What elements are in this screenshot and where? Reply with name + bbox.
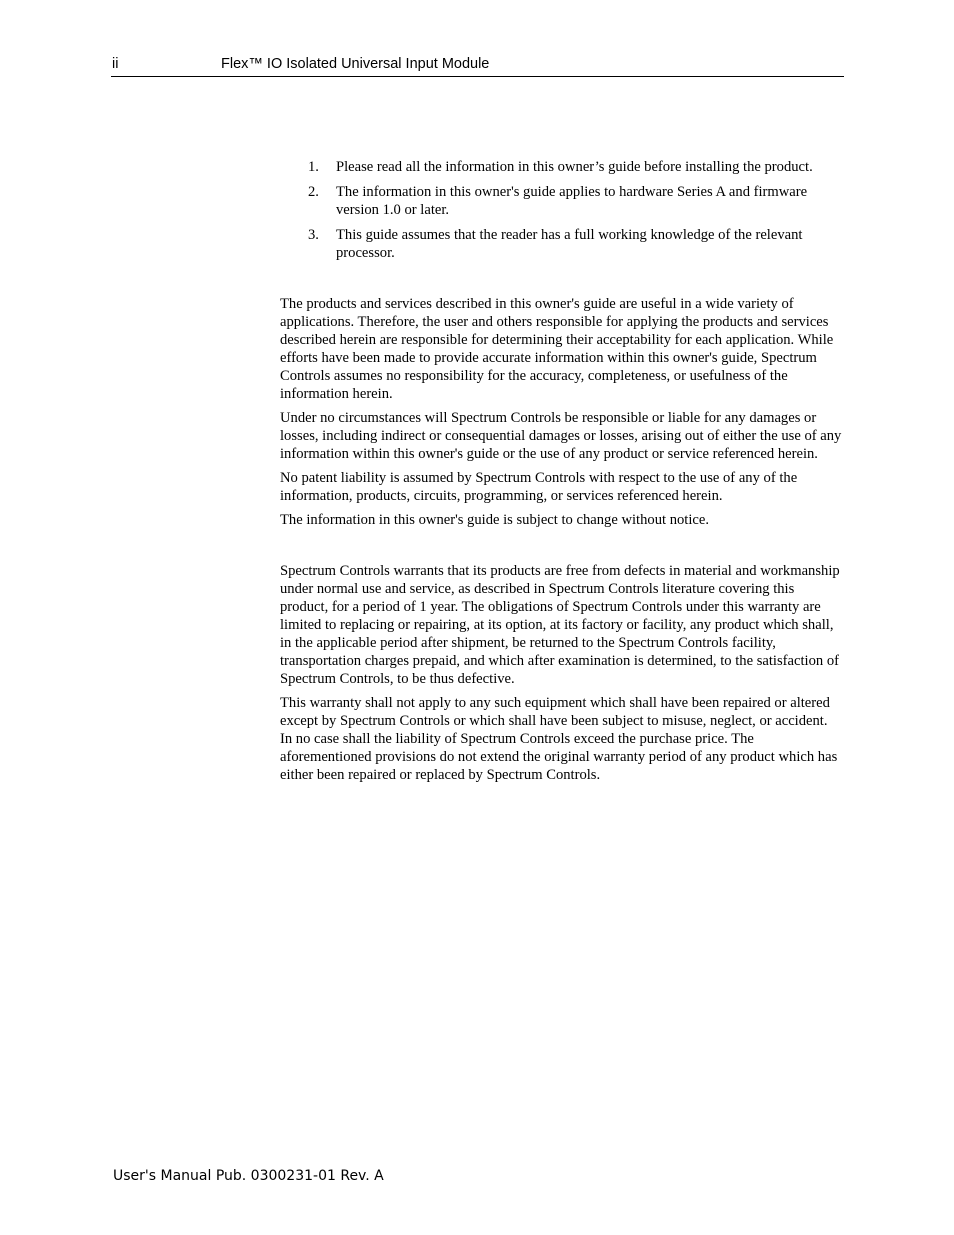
notes-list bbox=[308, 158, 842, 262]
list-item-text: This guide assumes that the reader has a full working knowledge of the relevant processor. bbox=[336, 227, 803, 261]
warranty-paragraph: This warranty shall not apply to any such equipment which shall have been repaired or altered except by Spectrum Controls or which shall have been subject to misuse, neglect, or accident. In no case shall the liability of Spectrum Controls exceed the purchase price. The aforementioned provisions do not extend the original warranty period of any product which has either been repaired or replaced by Spectrum Controls. bbox=[280, 695, 838, 783]
list-item-number: 1. bbox=[308, 159, 319, 175]
warranty-section bbox=[280, 562, 842, 784]
list-item bbox=[308, 226, 842, 262]
list-item-number: 3. bbox=[308, 227, 319, 243]
list-item-text: Please read all the information in this owner’s guide before installing the product. bbox=[336, 159, 813, 175]
page-content bbox=[280, 158, 842, 790]
page-header bbox=[111, 56, 844, 77]
disclaimer-paragraph: The information in this owner's guide is subject to change without notice. bbox=[280, 512, 710, 528]
list-item bbox=[308, 158, 842, 176]
list-item bbox=[308, 183, 842, 219]
list-item-text: The information in this owner's guide applies to hardware Series A and firmware version 1.0 or later. bbox=[336, 184, 808, 218]
page-footer: User's Manual Pub. 0300231-01 Rev. A bbox=[113, 1168, 384, 1184]
disclaimer-paragraph: No patent liability is assumed by Spectrum Controls with respect to the use of any of the information, products, circuits, programming, or services referenced herein. bbox=[280, 470, 798, 504]
document-title: Flex™ IO Isolated Universal Input Module bbox=[221, 56, 490, 72]
disclaimer-section bbox=[280, 295, 842, 529]
disclaimer-paragraph: Under no circumstances will Spectrum Controls be responsible or liable for any damages or losses, including indirect or consequential damages or losses, arising out of either the use of any information within this owner's guide or the use of any product or service referenced herein. bbox=[280, 410, 842, 462]
disclaimer-paragraph: The products and services described in this owner's guide are useful in a wide variety of applications. Therefore, the user and others responsible for applying the products and services described herein are responsible for determining their acceptability for each application. While efforts have been made to provide accurate information within this owner's guide, Spectrum Controls assumes no responsibility for the accuracy, completeness, or usefulness of the information herein. bbox=[280, 296, 834, 402]
page-number: ii bbox=[112, 56, 119, 72]
list-item-number: 2. bbox=[308, 184, 319, 200]
warranty-paragraph: Spectrum Controls warrants that its products are free from defects in material and workmanship under normal use and service, as described in Spectrum Controls literature covering this product, for a period of 1 year. The obligations of Spectrum Controls under this warranty are limited to replacing or repairing, at its option, at its factory or facility, any product which shall, in the applicable period after shipment, be returned to the Spectrum Controls facility, transportation charges prepaid, and which after examination is determined, to the satisfaction of Spectrum Controls, to be thus defective. bbox=[280, 563, 840, 687]
